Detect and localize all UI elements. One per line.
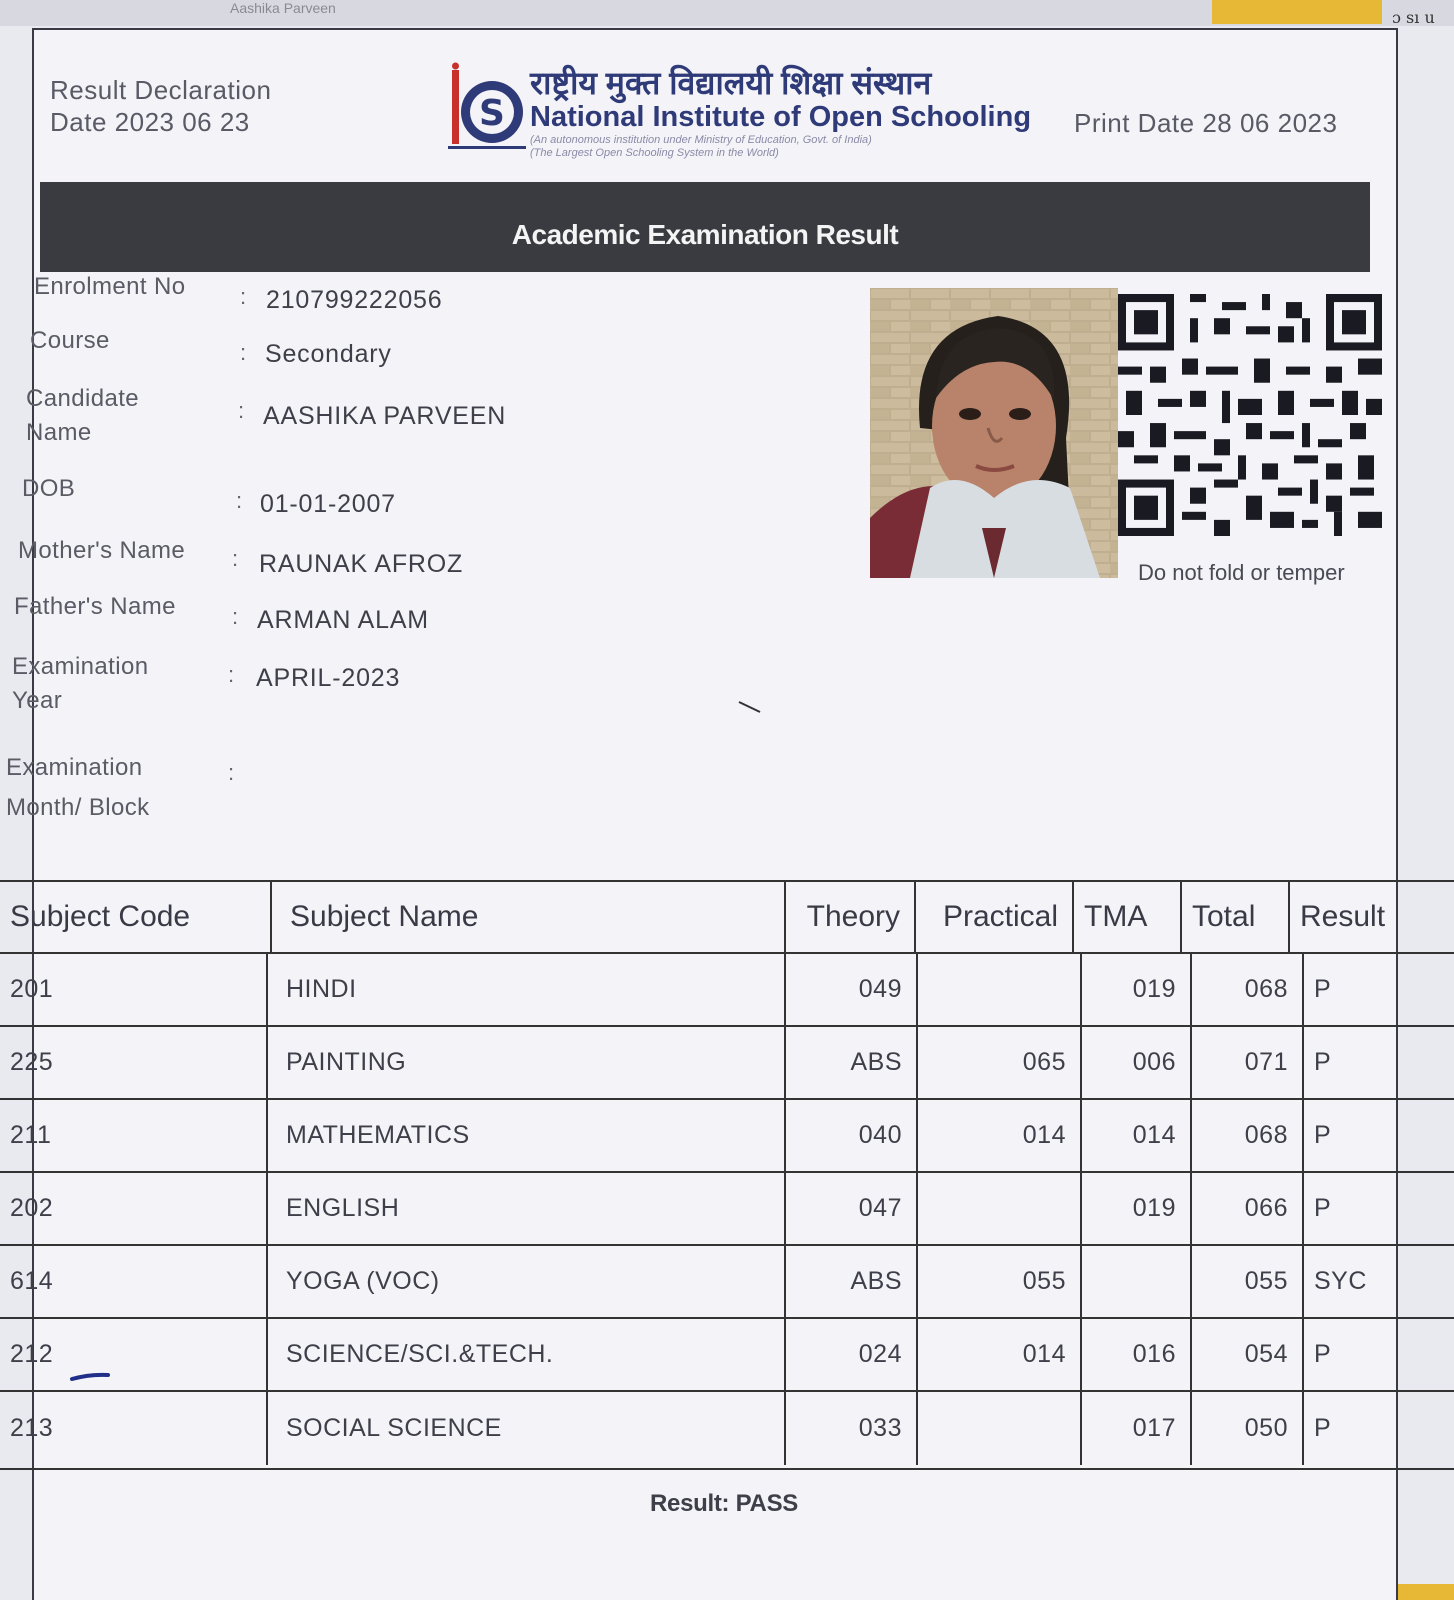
table-header-row: [0, 882, 1454, 954]
cell-result: [1304, 1319, 1454, 1390]
cell-result-text: P: [1314, 1048, 1332, 1076]
cell-subject-name-text: MATHEMATICS: [286, 1121, 470, 1149]
cell-practical: [918, 1246, 1082, 1317]
cell-tma-text: 016: [1132, 1340, 1176, 1368]
cell-tma-text: 017: [1132, 1414, 1176, 1442]
result-title-bar: Academic Examination Result: [40, 182, 1370, 272]
cell-subject-name-text: SCIENCE/SCI.&TECH.: [286, 1340, 554, 1368]
cell-tma-text: 019: [1132, 975, 1176, 1003]
cell-theory: [786, 1246, 918, 1317]
colon: :: [232, 546, 239, 571]
qr-code-icon: [1118, 294, 1382, 536]
cell-result: [1304, 1246, 1454, 1317]
cell-tma-text: 014: [1132, 1121, 1176, 1149]
table-row: [0, 1100, 1454, 1173]
header-theory: [786, 882, 916, 952]
candidate-name-label-1: Candidate: [26, 385, 140, 412]
cell-theory-text: 049: [858, 975, 902, 1003]
cell-subject-name: [268, 1319, 786, 1390]
cell-result-text: P: [1314, 1340, 1332, 1368]
cell-practical: [918, 954, 1082, 1025]
cell-theory: [786, 1027, 918, 1098]
cell-result-text: P: [1314, 1414, 1332, 1442]
dob-label: DOB: [22, 475, 76, 502]
cell-total: [1192, 1392, 1304, 1465]
marks-table: [0, 880, 1454, 1470]
table-row: [0, 1027, 1454, 1100]
institute-subtitle-1: (An autonomous institution under Ministry of Education, Govt. of India): [530, 134, 872, 146]
final-result: Result: PASS: [650, 1490, 798, 1517]
cell-theory-text: 047: [858, 1194, 902, 1222]
cell-subject-code: [0, 1173, 268, 1244]
institute-subtitle-2: (The Largest Open Schooling System in the World): [530, 147, 779, 159]
cell-subject-code-text: 614: [10, 1267, 54, 1295]
course-label: Course: [30, 327, 110, 354]
cell-practical: [918, 1319, 1082, 1390]
cell-tma: [1082, 1246, 1192, 1317]
candidate-name-value: AASHIKA PARVEEN: [263, 402, 507, 430]
cell-total-text: 054: [1244, 1340, 1288, 1368]
course-value: Secondary: [265, 340, 392, 368]
cell-tma: [1082, 1319, 1192, 1390]
pen-mark: [70, 1372, 110, 1382]
cell-practical: [918, 1100, 1082, 1171]
exam-year-label-2: Year: [12, 687, 63, 714]
cell-total: [1192, 954, 1304, 1025]
header-subject-code-text: Subject Code: [10, 900, 191, 933]
cell-subject-code: [0, 1100, 268, 1171]
header-practical-text: Practical: [942, 900, 1058, 933]
cell-total-text: 068: [1244, 975, 1288, 1003]
cell-subject-code: [0, 1319, 268, 1390]
print-date: Print Date 28 06 2023: [1074, 108, 1338, 138]
cell-total: [1192, 1027, 1304, 1098]
exam-month-label: [6, 748, 150, 828]
cell-total-text: 055: [1244, 1267, 1288, 1295]
exam-year-label-1: Examination: [12, 653, 149, 680]
cell-subject-name-text: PAINTING: [286, 1048, 407, 1076]
exam-year-label: [12, 650, 148, 718]
cell-subject-name-text: YOGA (VOC): [286, 1267, 440, 1295]
cell-tma-text: 006: [1132, 1048, 1176, 1076]
cell-subject-name: [268, 1173, 786, 1244]
exam-month-label-1: Examination: [6, 754, 143, 781]
table-row: [0, 1173, 1454, 1246]
faint-header-text: Aashika Parveen: [230, 0, 336, 16]
cell-tma: [1082, 1027, 1192, 1098]
cell-result: [1304, 1392, 1454, 1465]
cell-practical-text: 055: [1022, 1267, 1066, 1295]
candidate-name-label: [26, 382, 139, 450]
enrolment-label: Enrolment No: [34, 273, 186, 300]
dob-value: 01-01-2007: [260, 490, 396, 518]
cell-result: [1304, 1027, 1454, 1098]
header-subject-name: [272, 882, 786, 952]
cell-theory-text: 040: [858, 1121, 902, 1149]
colon: :: [236, 488, 243, 513]
cell-subject-name: [268, 1246, 786, 1317]
cell-result: [1304, 954, 1454, 1025]
pen-tick-mark: [738, 700, 762, 714]
cell-theory: [786, 1319, 918, 1390]
father-name-label: Father's Name: [14, 593, 176, 620]
cell-subject-code-text: 212: [10, 1340, 54, 1368]
cell-result-text: P: [1314, 975, 1332, 1003]
table-row: [0, 1392, 1454, 1465]
colon: :: [228, 662, 235, 687]
cell-practical-text: 014: [1022, 1121, 1066, 1149]
institute-english: National Institute of Open Schooling: [530, 101, 1032, 133]
declaration-date-value: Date 2023 06 23: [50, 107, 250, 137]
cell-theory: [786, 1392, 918, 1465]
cell-subject-code-text: 201: [10, 975, 54, 1003]
cell-theory-text: 024: [858, 1340, 902, 1368]
cell-tma-text: 019: [1132, 1194, 1176, 1222]
sheet-header: [34, 30, 1396, 180]
table-row: [0, 1319, 1454, 1392]
header-total: [1182, 882, 1290, 952]
exam-month-label-2: Month/ Block: [6, 794, 150, 821]
cell-subject-name: [268, 1100, 786, 1171]
candidate-photo: [870, 288, 1118, 578]
cell-subject-code: [0, 1027, 268, 1098]
colon: :: [232, 604, 239, 629]
exam-year-value: APRIL-2023: [256, 664, 401, 692]
svg-text:S: S: [479, 93, 505, 134]
header-practical: [916, 882, 1074, 952]
candidate-photo-image: [870, 288, 1118, 578]
table-row: [0, 1246, 1454, 1319]
cell-theory-text: ABS: [850, 1048, 902, 1076]
cell-theory: [786, 1100, 918, 1171]
cell-subject-name-text: ENGLISH: [286, 1194, 400, 1222]
cell-total: [1192, 1173, 1304, 1244]
cell-result: [1304, 1173, 1454, 1244]
cell-total: [1192, 1246, 1304, 1317]
header-tma: [1074, 882, 1182, 952]
cell-subject-name-text: SOCIAL SCIENCE: [286, 1414, 502, 1442]
cell-theory-text: 033: [858, 1414, 902, 1442]
cell-tma: [1082, 954, 1192, 1025]
cell-theory-text: ABS: [850, 1267, 902, 1295]
cell-result-text: P: [1314, 1121, 1332, 1149]
colon: :: [228, 760, 235, 785]
cell-subject-code-text: 202: [10, 1194, 54, 1222]
corner-text: ɔ sı u: [1392, 8, 1435, 27]
cell-subject-code: [0, 1246, 268, 1317]
cell-subject-name-text: HINDI: [286, 975, 357, 1003]
cell-practical: [918, 1392, 1082, 1465]
cell-subject-code-text: 211: [10, 1121, 52, 1149]
cell-tma: [1082, 1100, 1192, 1171]
colon: :: [240, 340, 247, 365]
header-theory-text: Theory: [806, 900, 900, 933]
nios-logo-icon: [448, 62, 528, 154]
enrolment-value: 210799222056: [266, 286, 443, 314]
cell-theory: [786, 954, 918, 1025]
institute-name: [530, 66, 1031, 160]
cell-tma: [1082, 1173, 1192, 1244]
colon: :: [238, 398, 245, 423]
institute-hindi: राष्ट्रीय मुक्त विद्यालयी शिक्षा संस्थान: [530, 65, 932, 101]
father-name-value: ARMAN ALAM: [257, 606, 429, 634]
table-row: [0, 954, 1454, 1027]
cell-subject-code-text: 225: [10, 1048, 54, 1076]
do-not-fold-note: Do not fold or temper: [1138, 560, 1345, 585]
cell-subject-name: [268, 1027, 786, 1098]
cell-practical-text: 014: [1022, 1340, 1066, 1368]
cell-practical-text: 065: [1022, 1048, 1066, 1076]
cell-total-text: 068: [1244, 1121, 1288, 1149]
header-subject-name-text: Subject Name: [290, 900, 479, 933]
cell-subject-code-text: 213: [10, 1414, 54, 1442]
cell-subject-code: [0, 954, 268, 1025]
mother-name-label: Mother's Name: [18, 537, 186, 564]
header-subject-code: [0, 882, 272, 952]
cell-total-text: 066: [1244, 1194, 1288, 1222]
yellow-tape: [1212, 0, 1382, 24]
header-total-text: Total: [1192, 900, 1256, 933]
cell-subject-name: [268, 1392, 786, 1465]
cell-tma: [1082, 1392, 1192, 1465]
candidate-name-label-2: Name: [26, 419, 92, 446]
cell-total: [1192, 1100, 1304, 1171]
cell-result-text: P: [1314, 1194, 1332, 1222]
header-result: [1290, 882, 1454, 952]
mother-name-value: RAUNAK AFROZ: [259, 550, 464, 578]
declaration-date: [50, 74, 271, 138]
header-tma-text: TMA: [1084, 900, 1148, 933]
cell-total-text: 071: [1244, 1048, 1288, 1076]
cell-result: [1304, 1100, 1454, 1171]
cell-theory: [786, 1173, 918, 1244]
cell-subject-name: [268, 954, 786, 1025]
cell-result-text: SYC: [1314, 1267, 1367, 1295]
cell-total-text: 050: [1244, 1414, 1288, 1442]
cell-subject-code: [0, 1392, 268, 1465]
cell-practical: [918, 1173, 1082, 1244]
declaration-label: Result Declaration: [50, 75, 272, 105]
cell-total: [1192, 1319, 1304, 1390]
header-result-text: Result: [1300, 900, 1386, 933]
cell-practical: [918, 1027, 1082, 1098]
colon: :: [240, 284, 247, 309]
